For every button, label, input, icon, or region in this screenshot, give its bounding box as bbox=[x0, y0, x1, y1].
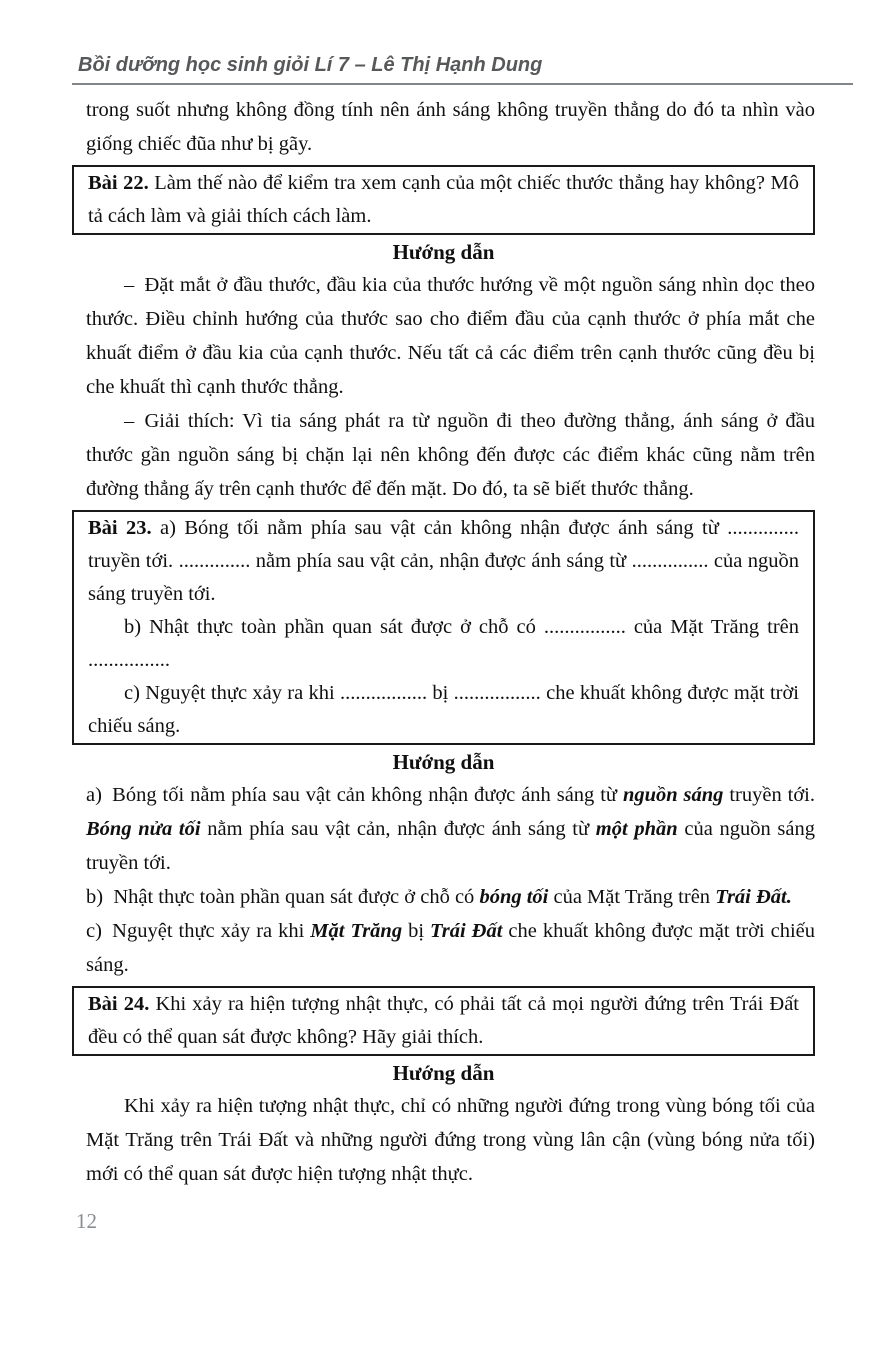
answer-b-text-1: b) Nhật thực toàn phần quan sát được ở chỗ có bbox=[86, 886, 480, 908]
page-number: 12 bbox=[76, 1209, 97, 1233]
exercise-22-label: Bài 22. bbox=[88, 172, 149, 194]
guide3-answer-paragraph: Khi xảy ra hiện tượng nhật thực, chỉ có những người đứng trong vùng bóng tối của Mặt Trăng trên Trái Đất và những người đứng trong vùng lân cận (vùng bóng nửa tối) mới có thể quan sát được hiện tượng nhật thực. bbox=[86, 1095, 815, 1185]
answer-a-text-2: truyền tới. bbox=[723, 784, 815, 806]
guide-heading-1: Hướng dẫn bbox=[392, 240, 495, 264]
exercise-23-part-c: c) Nguyệt thực xảy ra khi ................. bị ................. che khuất không được mặt trời chiếu sáng. bbox=[88, 682, 799, 737]
exercise-box-22 bbox=[72, 165, 815, 235]
answer-b-fill-1: bóng tối bbox=[479, 886, 549, 908]
exercise-box-24 bbox=[72, 986, 815, 1056]
answer-c-text-3: che khuất không được mặt trời chiếu sáng. bbox=[86, 920, 815, 976]
guide-heading-2: Hướng dẫn bbox=[392, 750, 495, 774]
guide1-explanation-paragraph: – Giải thích: Vì tia sáng phát ra từ nguồn đi theo đường thẳng, ánh sáng ở đầu thước gần nguồn sáng bị chặn lại nên không đến được các điểm khác cũng nằm trên đường thẳng ấy trên cạnh thước để đến mặt. Do đó, ta sẽ biết thước thẳng. bbox=[86, 410, 815, 500]
answer-a-text-1: a) Bóng tối nằm phía sau vật cản không nhận được ánh sáng từ bbox=[86, 784, 623, 806]
answer-a-text-4: của nguồn sáng truyền tới. bbox=[86, 818, 815, 874]
answer-b-paragraph bbox=[72, 880, 815, 914]
guide-heading-3: Hướng dẫn bbox=[392, 1061, 495, 1085]
running-header-title: Bồi dưỡng học sinh giỏi Lí 7 – Lê Thị Hạnh Dung bbox=[78, 54, 543, 76]
guide1-step-paragraph: – Đặt mắt ở đầu thước, đầu kia của thước hướng về một nguồn sáng nhìn dọc theo thước. Điều chỉnh hướng của thước sao cho điểm đầu của cạnh thước ở phía mắt che khuất điểm ở đầu kia của cạnh thước. Nếu tất cả các điểm trên cạnh thước cũng đều bị che khuất thì cạnh thước thẳng. bbox=[86, 274, 815, 398]
exercise-24-question: Khi xảy ra hiện tượng nhật thực, có phải tất cả mọi người đứng trên Trái Đất đều có thể quan sát được không? Hãy giải thích. bbox=[88, 993, 799, 1048]
exercise-22-text bbox=[74, 167, 813, 233]
answer-c-text-2: bị bbox=[402, 920, 430, 942]
answer-a-fill-1: nguồn sáng bbox=[622, 784, 724, 806]
answer-a-fill-2: Bóng nửa tối bbox=[86, 818, 201, 840]
exercise-23-part-b: b) Nhật thực toàn phần quan sát được ở chỗ có ................ của Mặt Trăng trên ................ bbox=[88, 616, 799, 671]
exercise-24-text bbox=[74, 988, 813, 1054]
answer-a-paragraph bbox=[72, 778, 815, 880]
answer-c-fill-2: Trái Đất bbox=[430, 920, 503, 942]
exercise-24-label: Bài 24. bbox=[88, 993, 150, 1015]
answer-c-text-1: c) Nguyệt thực xảy ra khi bbox=[86, 920, 311, 942]
intro-paragraph: trong suốt nhưng không đồng tính nên ánh sáng không truyền thẳng do đó ta nhìn vào giống chiếc đũa như bị gãy. bbox=[86, 99, 815, 155]
exercise-23-label: Bài 23. bbox=[88, 517, 152, 539]
answer-b-fill-2: Trái Đất. bbox=[715, 886, 792, 908]
running-header bbox=[72, 52, 853, 85]
exercise-22-question: Làm thế nào để kiểm tra xem cạnh của một chiếc thước thẳng hay không? Mô tả cách làm và giải thích cách làm. bbox=[88, 172, 799, 227]
answer-c-paragraph bbox=[72, 914, 815, 982]
answer-a-text-3: nằm phía sau vật cản, nhận được ánh sáng từ bbox=[200, 818, 596, 840]
answer-b-text-2: của Mặt Trăng trên bbox=[548, 886, 716, 908]
exercise-23-part-a bbox=[74, 512, 813, 611]
exercise-box-23 bbox=[72, 510, 815, 745]
exercise-23-part-a-text: a) Bóng tối nằm phía sau vật cản không nhận được ánh sáng từ .............. truyền tới. .............. nằm phía sau vật cản, nhận được ánh sáng từ ............... của nguồn sáng truyền tới. bbox=[88, 517, 799, 605]
answer-a-fill-3: một phần bbox=[595, 818, 678, 840]
answer-c-fill-1: Mặt Trăng bbox=[310, 920, 403, 942]
